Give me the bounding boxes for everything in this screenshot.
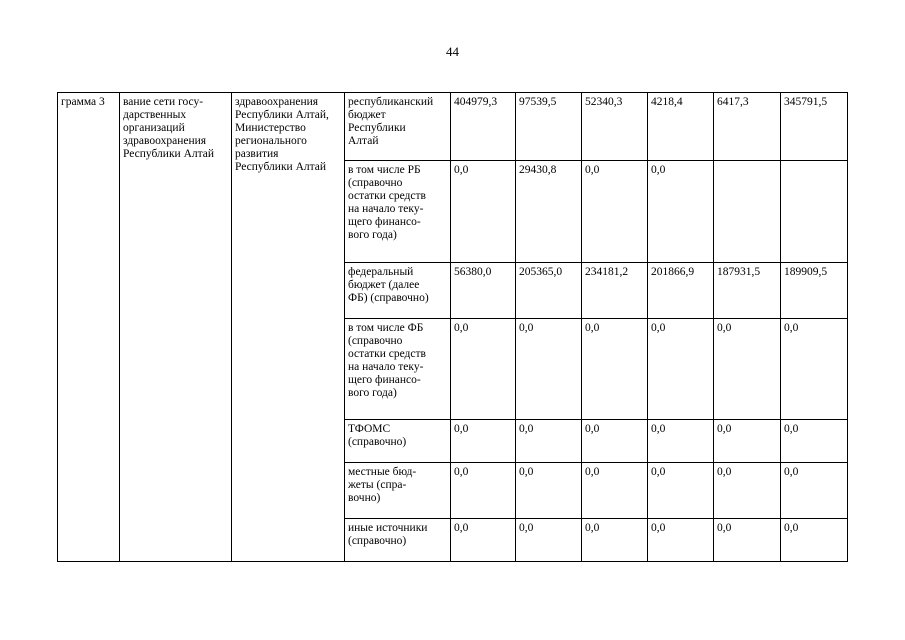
amount-cell: 0,0 <box>516 319 582 420</box>
program-cell: грамма 3 <box>58 93 120 562</box>
amount-cell: 0,0 <box>648 161 714 263</box>
page-number: 44 <box>446 44 459 59</box>
amount-cell: 0,0 <box>781 420 848 463</box>
budget-table <box>57 92 848 562</box>
amount-cell: 4218,4 <box>648 93 714 161</box>
amount-cell: 0,0 <box>516 463 582 519</box>
amount-cell: 0,0 <box>714 519 781 562</box>
amount-cell: 97539,5 <box>516 93 582 161</box>
amount-cell: 0,0 <box>451 420 516 463</box>
funding-source-cell: иные источники (справочно) <box>345 519 451 562</box>
amount-cell: 0,0 <box>648 319 714 420</box>
amount-cell: 0,0 <box>714 319 781 420</box>
amount-cell: 0,0 <box>516 519 582 562</box>
amount-cell: 345791,5 <box>781 93 848 161</box>
funding-source-cell: федеральный бюджет (далее ФБ) (справочно) <box>345 263 451 319</box>
funding-source-cell: ТФОМС (справочно) <box>345 420 451 463</box>
funding-source-cell: в том числе РБ (справочно остатки средств на начало теку- щего финансо- вого года) <box>345 161 451 263</box>
amount-cell: 6417,3 <box>714 93 781 161</box>
funding-source-cell: в том числе ФБ (справочно остатки средств на начало теку- щего финансо- вого года) <box>345 319 451 420</box>
amount-cell: 0,0 <box>582 161 648 263</box>
amount-cell: 52340,3 <box>582 93 648 161</box>
table-row <box>58 93 848 161</box>
amount-cell: 0,0 <box>582 420 648 463</box>
amount-cell: 0,0 <box>714 420 781 463</box>
amount-cell: 0,0 <box>781 319 848 420</box>
amount-cell: 0,0 <box>648 463 714 519</box>
amount-cell: 0,0 <box>582 519 648 562</box>
amount-cell: 0,0 <box>648 519 714 562</box>
amount-cell: 0,0 <box>714 463 781 519</box>
program-name-cell: вание сети госу- дарственных организаций здравоохранения Республики Алтай <box>120 93 232 562</box>
amount-cell: 0,0 <box>648 420 714 463</box>
amount-cell: 0,0 <box>451 161 516 263</box>
amount-cell: 56380,0 <box>451 263 516 319</box>
amount-cell: 234181,2 <box>582 263 648 319</box>
amount-cell: 0,0 <box>781 463 848 519</box>
executor-cell: здравоохранения Республики Алтай, Министерство регионального развития Республики Алтай <box>232 93 345 562</box>
amount-cell: 0,0 <box>516 420 582 463</box>
amount-cell: 404979,3 <box>451 93 516 161</box>
amount-cell: 201866,9 <box>648 263 714 319</box>
amount-cell <box>781 161 848 263</box>
amount-cell: 0,0 <box>781 519 848 562</box>
amount-cell: 0,0 <box>582 463 648 519</box>
amount-cell: 0,0 <box>451 463 516 519</box>
funding-source-cell: республиканский бюджет Республики Алтай <box>345 93 451 161</box>
amount-cell: 0,0 <box>451 519 516 562</box>
funding-source-cell: местные бюд- жеты (спра- вочно) <box>345 463 451 519</box>
amount-cell: 205365,0 <box>516 263 582 319</box>
amount-cell: 29430,8 <box>516 161 582 263</box>
amount-cell: 0,0 <box>451 319 516 420</box>
amount-cell: 0,0 <box>582 319 648 420</box>
amount-cell <box>714 161 781 263</box>
amount-cell: 189909,5 <box>781 263 848 319</box>
amount-cell: 187931,5 <box>714 263 781 319</box>
